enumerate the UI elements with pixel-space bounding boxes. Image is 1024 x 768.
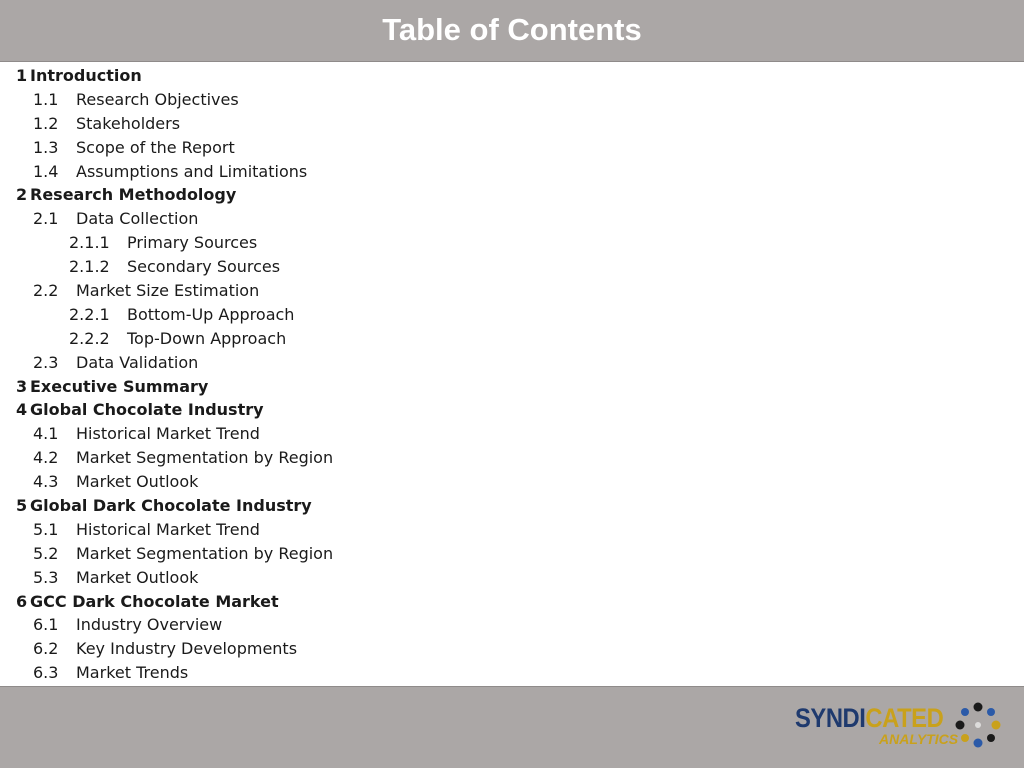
toc-entry — [0, 590, 1024, 614]
toc-entry-number: 6.2 — [33, 639, 59, 659]
toc-entry — [0, 303, 1024, 327]
toc-entry-number: 6.3 — [33, 663, 59, 683]
toc-entry — [0, 518, 1024, 542]
toc-entry-number: 4.3 — [33, 472, 59, 492]
toc-entry — [0, 398, 1024, 422]
toc-entry-label: Scope of the Report — [76, 137, 235, 157]
toc-entry — [0, 327, 1024, 351]
logo-wordmark — [795, 703, 943, 734]
toc-entry-number: 2.3 — [33, 352, 59, 372]
toc-entry-label: Market Outlook — [76, 567, 199, 587]
toc-entry — [0, 637, 1024, 661]
toc-entry-label: Assumptions and Limitations — [76, 161, 308, 181]
toc-entry-label: Market Size Estimation — [76, 281, 260, 301]
toc-entry-number: 5 — [16, 496, 28, 516]
logo-subword: ANALYTICS — [879, 731, 959, 747]
toc-entry-label: Historical Market Trend — [76, 519, 260, 539]
toc-entry-number: 2.2.2 — [69, 328, 110, 348]
toc-entry-number: 2.2 — [33, 281, 59, 301]
toc-entry-label: Data Collection — [76, 209, 199, 229]
logo-word-part1: SYNDI — [795, 703, 866, 733]
toc-entry — [0, 494, 1024, 518]
toc-entry-number: 6.1 — [33, 615, 59, 635]
toc-entry — [0, 183, 1024, 207]
toc-entry-label: Bottom-Up Approach — [127, 304, 295, 324]
toc-entry-label: Global Chocolate Industry — [30, 400, 264, 420]
toc-entry — [0, 446, 1024, 470]
header-bar — [0, 0, 1024, 62]
toc-entry-number: 1.3 — [33, 137, 59, 157]
toc-entry-label: Industry Overview — [76, 615, 223, 635]
toc-entry-label: Global Dark Chocolate Industry — [30, 496, 312, 516]
toc-entry — [0, 279, 1024, 303]
toc-entry — [0, 661, 1024, 685]
toc-entry-number: 2.1 — [33, 209, 59, 229]
dotted-circle-logo-icon — [955, 701, 1001, 749]
toc-entry-number: 5.1 — [33, 519, 59, 539]
toc-entry-number: 5.3 — [33, 567, 59, 587]
toc-entry — [0, 470, 1024, 494]
toc-entry-number: 5.2 — [33, 543, 59, 563]
toc-entry-number: 1.2 — [33, 113, 59, 133]
toc-entry-label: Secondary Sources — [127, 257, 281, 277]
toc-entry-number: 4.1 — [33, 424, 59, 444]
toc-entry — [0, 160, 1024, 184]
toc-entry-number: 4.2 — [33, 448, 59, 468]
toc-entry-label: Stakeholders — [76, 113, 181, 133]
toc-entry-label: Key Industry Developments — [76, 639, 298, 659]
toc-entry-label: Market Segmentation by Region — [76, 448, 334, 468]
toc-entry-label: Market Trends — [76, 663, 189, 683]
toc-entry — [0, 255, 1024, 279]
toc-entry-number: 1 — [16, 66, 28, 85]
toc-entry-label: Research Objectives — [76, 89, 239, 109]
toc-entry — [0, 136, 1024, 160]
toc-entry — [0, 566, 1024, 590]
toc-entry-label: Market Segmentation by Region — [76, 543, 334, 563]
toc-entry — [0, 88, 1024, 112]
toc-entry — [0, 64, 1024, 88]
toc-entry-label: Research Methodology — [30, 185, 237, 205]
toc-entry-label: Primary Sources — [127, 233, 258, 253]
toc-entry-number: 2 — [16, 185, 28, 205]
toc-entry — [0, 112, 1024, 136]
toc-entry-number: 4 — [16, 400, 28, 420]
toc-entry — [0, 542, 1024, 566]
logo-word-part2: CATED — [865, 703, 944, 733]
toc-entry-number: 2.1.2 — [69, 257, 110, 277]
toc-entry-number: 1.4 — [33, 161, 59, 181]
toc-entry — [0, 351, 1024, 375]
toc-entry-label: Market Outlook — [76, 472, 199, 492]
toc-entry-label: Introduction — [30, 66, 142, 85]
toc-entry — [0, 207, 1024, 231]
footer-bar — [0, 686, 1024, 768]
toc-entry-number: 1.1 — [33, 89, 59, 109]
toc-entry-label: Data Validation — [76, 352, 199, 372]
page-title: Table of Contents — [382, 11, 642, 47]
toc-entry-number: 3 — [16, 376, 28, 396]
toc-entry-label: Top-Down Approach — [127, 328, 287, 348]
table-of-contents — [0, 64, 1024, 685]
toc-entry-number: 2.2.1 — [69, 304, 110, 324]
toc-entry-label: Historical Market Trend — [76, 424, 260, 444]
toc-entry — [0, 613, 1024, 637]
company-logo — [795, 701, 1005, 761]
toc-entry-number: 6 — [16, 591, 28, 611]
toc-entry — [0, 231, 1024, 255]
toc-entry — [0, 375, 1024, 399]
toc-entry-number: 2.1.1 — [69, 233, 110, 253]
toc-entry — [0, 422, 1024, 446]
toc-entry-label: Executive Summary — [30, 376, 209, 396]
toc-entry-label: GCC Dark Chocolate Market — [30, 591, 279, 611]
